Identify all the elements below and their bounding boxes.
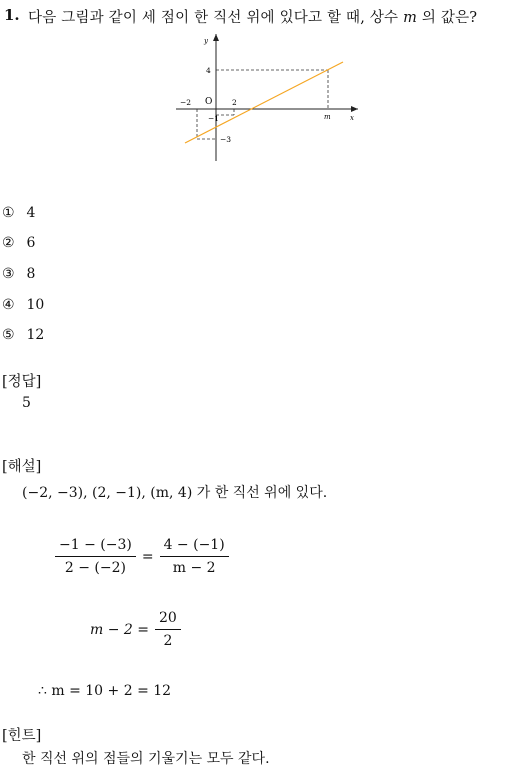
question-text: [28, 6, 477, 27]
question-variable: m: [403, 10, 418, 26]
fraction-2: [160, 537, 229, 576]
option-3-value: 8: [26, 266, 36, 282]
option-5[interactable]: [2, 327, 44, 343]
fraction-3-denominator: 2: [163, 633, 173, 649]
fraction-2-numerator: 4 − (−1): [160, 537, 229, 557]
solution-equation-1: [55, 537, 229, 576]
option-2-value: 6: [26, 235, 36, 251]
option-4[interactable]: [2, 297, 44, 313]
tick-label-neg1: −1: [208, 114, 220, 123]
equals-sign: =: [141, 548, 154, 565]
hint-label: [힌트]: [2, 728, 42, 744]
option-1-value: 4: [26, 205, 36, 221]
tick-label-neg3: −3: [220, 135, 232, 144]
option-3[interactable]: [2, 266, 35, 282]
origin-label: O: [205, 97, 213, 107]
option-3-mark: ③: [2, 266, 15, 282]
fraction-1: [55, 537, 136, 576]
fraction-2-denominator: m − 2: [172, 560, 216, 576]
x-axis-label: x: [350, 114, 354, 122]
option-4-mark: ④: [2, 297, 15, 313]
solution-label: [해설]: [2, 459, 42, 475]
tick-label-neg2: −2: [180, 98, 192, 107]
tick-label-2: 2: [232, 98, 237, 107]
option-2[interactable]: [2, 235, 35, 251]
x-axis-arrow: [351, 106, 358, 112]
option-1-mark: ①: [2, 205, 15, 221]
tick-label-m: m: [324, 113, 331, 121]
question-text-after: 의 값은?: [421, 10, 478, 26]
question-number: 1.: [4, 6, 20, 24]
answer-value: 5: [22, 395, 31, 411]
fraction-1-denominator: 2 − (−2): [64, 560, 126, 576]
equation-2-left: m − 2 =: [90, 621, 149, 638]
coordinate-figure: [170, 30, 365, 165]
solution-equation-2: [90, 610, 181, 649]
solution-points-suffix: 가 한 직선 위에 있다.: [196, 485, 328, 501]
y-axis-arrow: [213, 34, 219, 41]
fraction-1-numerator: −1 − (−3): [55, 537, 136, 557]
solution-points-line: [22, 482, 327, 502]
option-1[interactable]: [2, 205, 35, 221]
solution-conclusion: ∴ m = 10 + 2 = 12: [38, 683, 172, 699]
fraction-3-numerator: 20: [155, 610, 181, 630]
solution-points: (−2, −3), (2, −1), (m, 4): [22, 485, 193, 501]
fraction-3: [155, 610, 181, 649]
answer-label: [정답]: [2, 374, 42, 390]
option-5-mark: ⑤: [2, 327, 15, 343]
option-5-value: 12: [26, 327, 45, 343]
y-axis-label: y: [204, 37, 208, 45]
question-text-before: 다음 그림과 같이 세 점이 한 직선 위에 있다고 할 때, 상수: [28, 10, 399, 26]
tick-label-4: 4: [206, 66, 211, 75]
option-2-mark: ②: [2, 235, 15, 251]
hint-text: 한 직선 위의 점들의 기울기는 모두 같다.: [22, 751, 270, 767]
option-4-value: 10: [26, 297, 45, 313]
